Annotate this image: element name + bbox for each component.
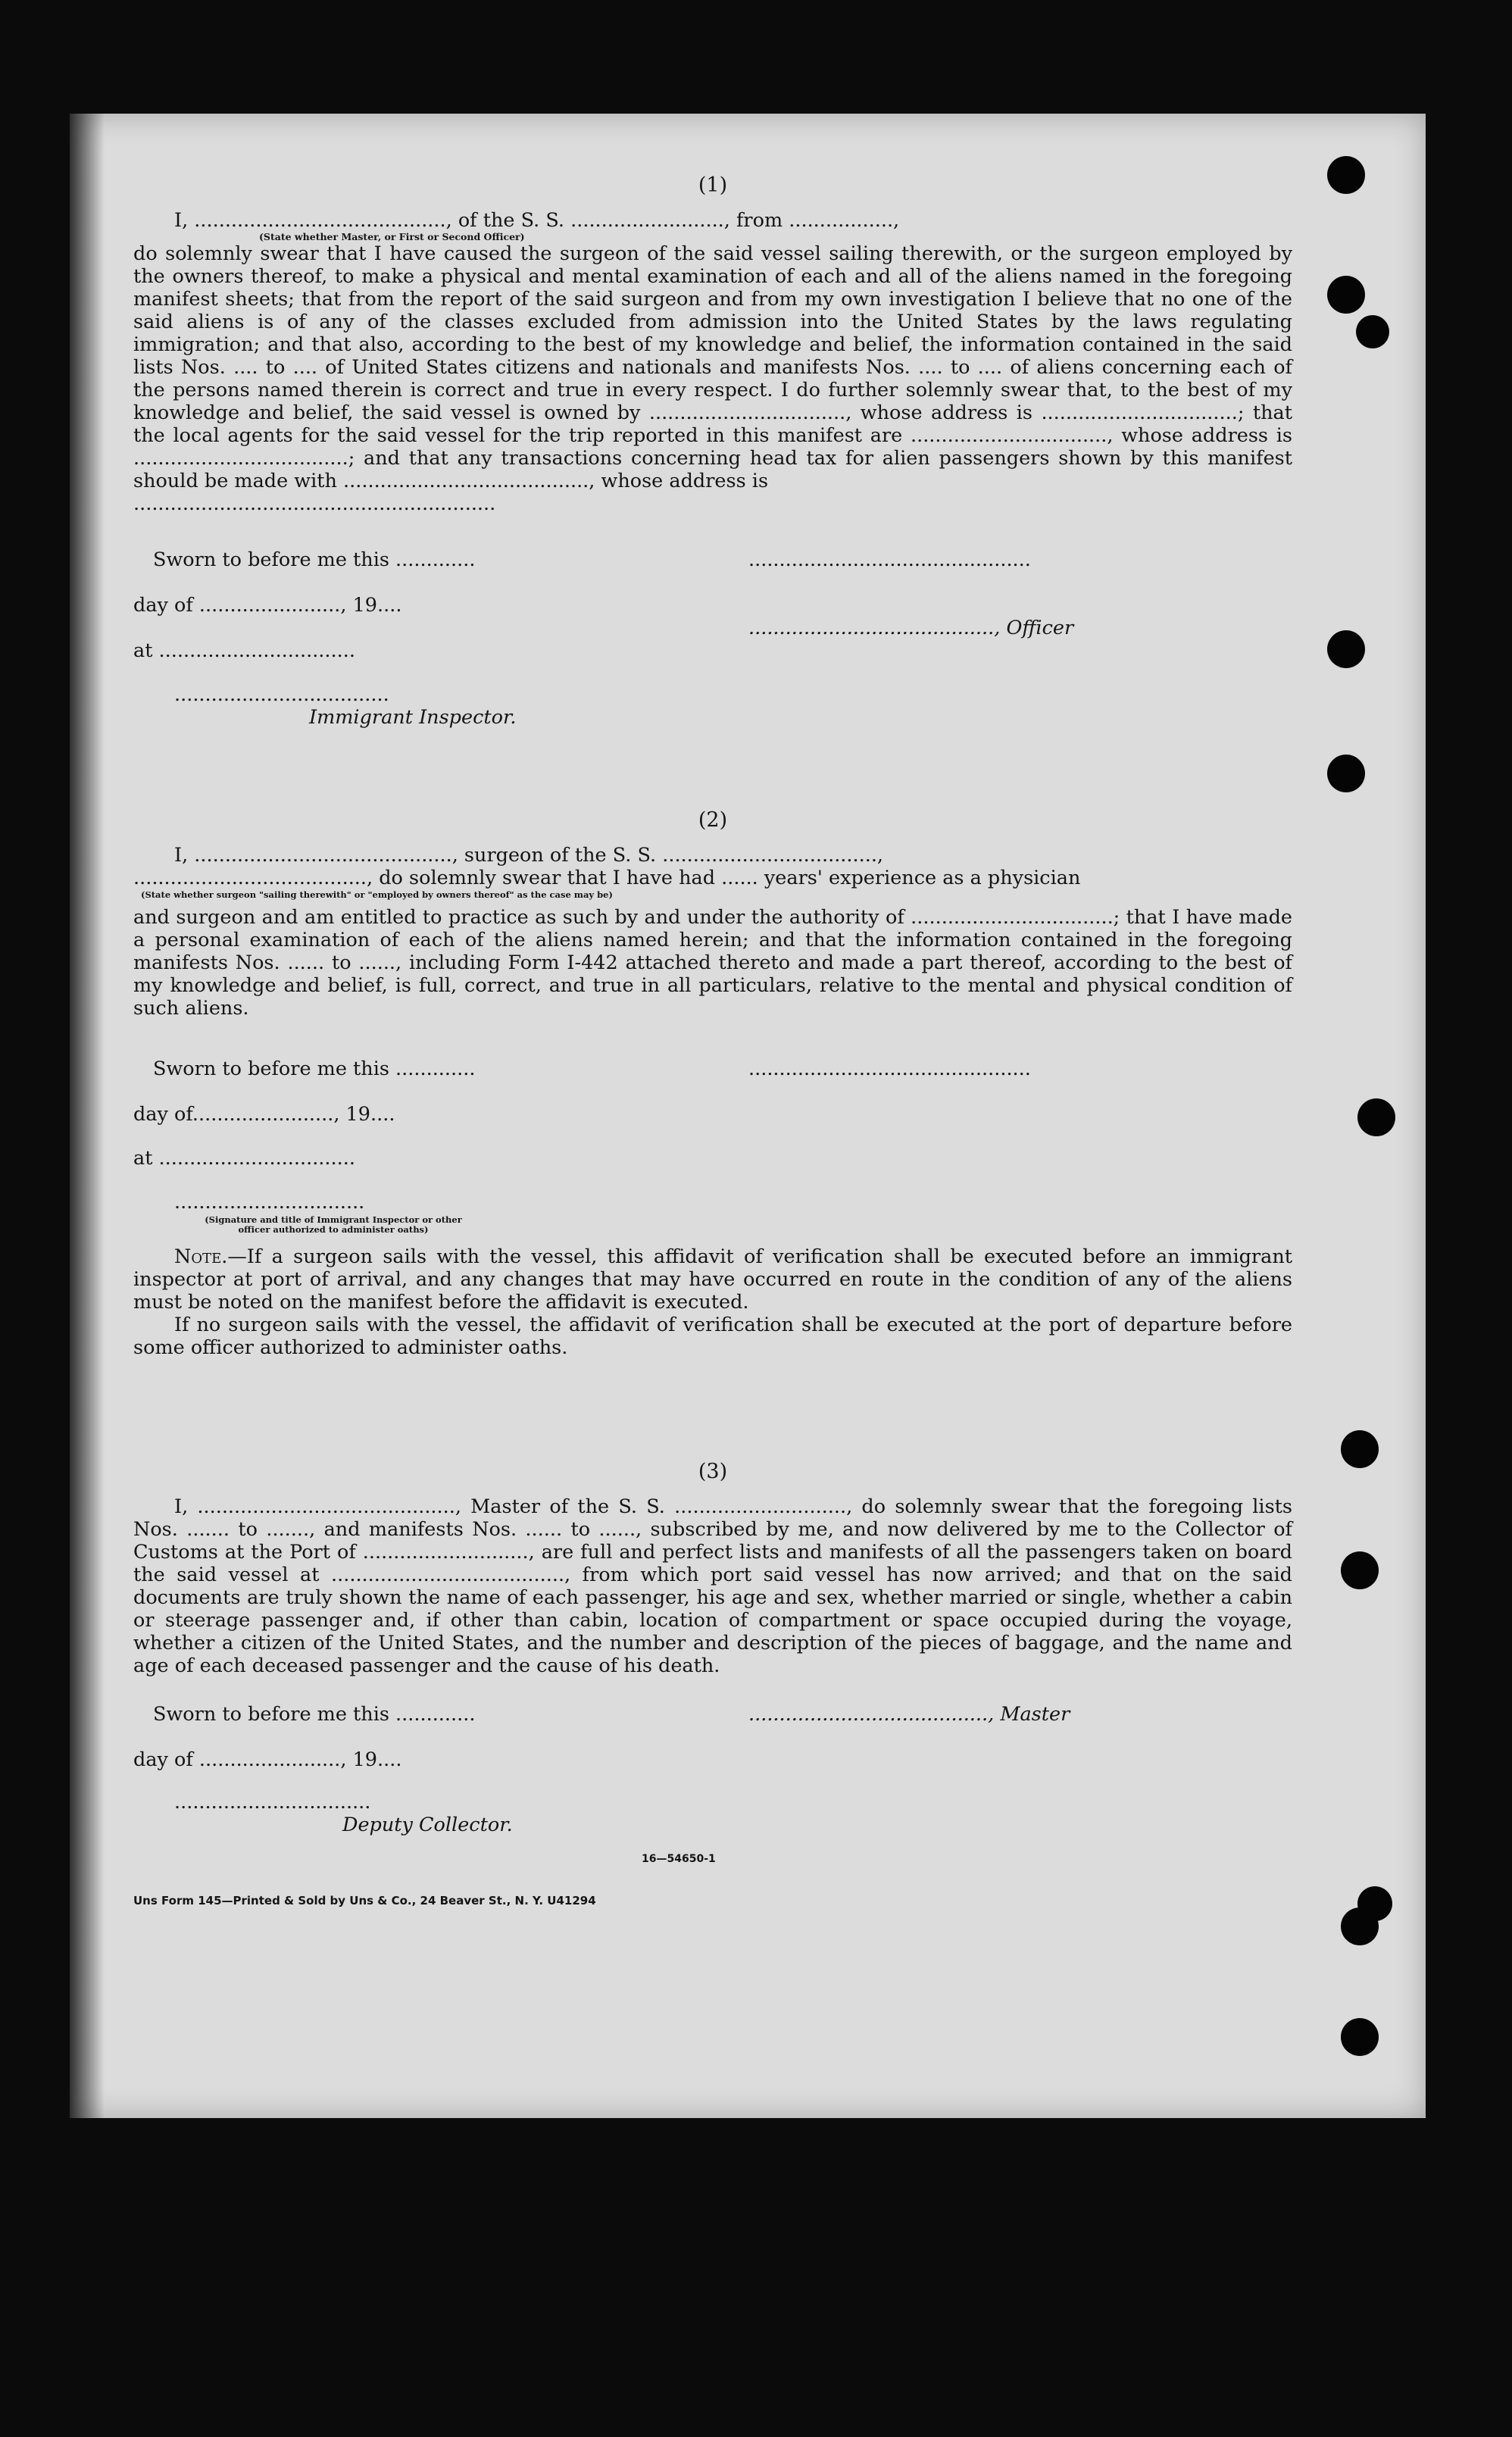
section-1-sworn: Sworn to before me this ............. (153, 548, 476, 571)
section-2-sworn-signature: .............................................. (748, 1058, 1031, 1080)
section-3-day: day of ......................., 19.... (133, 1748, 402, 1771)
section-2-line-1: I, .........................................., surgeon of the S. S. ..................................., (174, 844, 884, 867)
section-2-day: day of......................., 19.... (133, 1103, 395, 1126)
punch-hole-1 (1327, 156, 1365, 194)
punch-hole-4 (1327, 630, 1365, 668)
note-text-1: —If a surgeon sails with the vessel, this affidavit of verification shall be executed before an immigrant inspector at port of arrival, and any changes that may have occurred en route in the condition of any of the aliens must be noted on the manifest before the affidavit is executed. (133, 1245, 1292, 1314)
section-2-note-paragraph-2: If no surgeon sails with the vessel, the affidavit of verification shall be executed at the port of departure before some officer authorized to administer oaths. (133, 1314, 1292, 1359)
punch-hole-7 (1341, 1430, 1379, 1468)
section-2-at: at ................................ (133, 1147, 355, 1170)
punch-hole-6 (1357, 1098, 1395, 1136)
section-2-inspector-dots: ............................... (174, 1191, 365, 1214)
printer-imprint: Uns Form 145—Printed & Sold by Uns & Co., 24 Beaver St., N. Y. U41294 (133, 1894, 596, 1907)
section-2-note-paragraph-1 (133, 1245, 1292, 1314)
section-1-body: do solemnly swear that I have caused the surgeon of the said vessel sailing therewith, or the surgeon employed by the owners thereof, to make a physical and mental examination of each and all of the aliens named in the foregoing manifest sheets; that from the report of the said surgeon and from my own investigation I believe that no one of the said aliens is of any of the classes excluded from admission into the United States by the laws regulating immigration; and that also, according to the best of my knowledge and belief, the information contained in the said lists Nos. .... to .... of United States citizens and nationals and manifests Nos. .... to .... of aliens concerning each of the persons named therein is correct and true in every respect. I do further solemnly swear that, to the best of my knowledge and belief, the said vessel is owned by ................................, whose address is ................................; that the local agents for the said vessel for the trip reported in this manifest are ................................, whose address is ...................................; and that any transactions concerning head tax for alien passengers shown by this manifest should be made with ........................................, whose address is (133, 242, 1292, 492)
section-2-body: and surgeon and am entitled to practice as such by and under the authority of .................................; that I have made a personal examination of each of the aliens named herein; and that the information contained in the foregoing manifests Nos. ...... to ......, including Form I-442 attached thereto and made a part thereof, according to the best of my knowledge and belief, is full, correct, and true in all particulars, relative to the mental and physical condition of such aliens. (133, 906, 1292, 1020)
section-1-sworn-signature: .............................................. (748, 548, 1031, 571)
section-3-body: I, .........................................., Master of the S. S. ............................, do solemnly swear that the foregoing lists Nos. ....... to ......., and manifests Nos. ...... to ......, subscribed by me, and now delivered by me to the Collector of Customs at the Port of ..........................., are full and perfect lists and manifests of all the passengers taken on board the said vessel at ......................................, from which port said vessel has now arrived; and that on the said documents are truly shown the name of each passenger, his age and sex, whether married or single, whether a cabin or steerage passenger and, if other than cabin, location of compartment or space occupied during the voyage, whether a citizen of the United States, and the number and description of the pieces of baggage, and the name and age of each deceased passenger and the cause of his death. (133, 1495, 1292, 1677)
manifest-affidavit-sheet (70, 114, 1426, 2118)
punch-hole-2 (1327, 276, 1365, 314)
note-label: Note. (174, 1245, 228, 1268)
section-3-master-signature: ......................................., Master (748, 1703, 1070, 1726)
punch-hole-11 (1341, 2018, 1379, 2056)
section-1-at: at ................................ (133, 639, 355, 662)
section-1-officer-note: (State whether Master, or First or Second Officer) (259, 231, 525, 242)
section-3-number: (3) (698, 1460, 728, 1483)
section-1-opening-line: I, ........................................., of the S. S. ........................., from ................., (174, 209, 900, 232)
section-1-inspector-dots: ................................... (174, 683, 389, 706)
section-3 (133, 1460, 1292, 1836)
punch-hole-3 (1356, 315, 1389, 348)
section-1-number: (1) (698, 173, 728, 197)
section-2-inspector-note: (Signature and title of Immigrant Inspector or other officer authorized to administer oaths) (205, 1214, 462, 1235)
section-1-inspector-title: Immigrant Inspector. (309, 706, 517, 729)
punch-hole-5 (1327, 755, 1365, 792)
section-2 (133, 808, 1292, 1359)
section-3-collector-dots: ................................ (174, 1791, 371, 1814)
section-1-day: day of ......................., 19.... (133, 594, 402, 617)
punch-hole-8 (1341, 1551, 1379, 1589)
section-2-sworn: Sworn to before me this ............. (153, 1058, 476, 1080)
form-number: 16—54650-1 (642, 1853, 716, 1865)
section-3-collector-title: Deputy Collector. (342, 1814, 513, 1836)
section-2-number: (2) (698, 808, 728, 832)
section-3-sworn: Sworn to before me this ............. (153, 1703, 476, 1726)
section-2-note (133, 1245, 1292, 1359)
section-2-surgeon-note: (State whether surgeon "sailing therewith" or "employed by owners thereof" as the case may be) (141, 889, 613, 900)
section-2-line-2: ......................................, do solemnly swear that I have had ...... years' experience as a physician (133, 867, 1081, 889)
punch-hole-10 (1341, 1907, 1379, 1945)
section-1-officer-signature: ........................................, Officer (748, 617, 1074, 639)
section-1 (133, 173, 1292, 729)
section-1-body-tail: ........................................................... (133, 492, 496, 515)
